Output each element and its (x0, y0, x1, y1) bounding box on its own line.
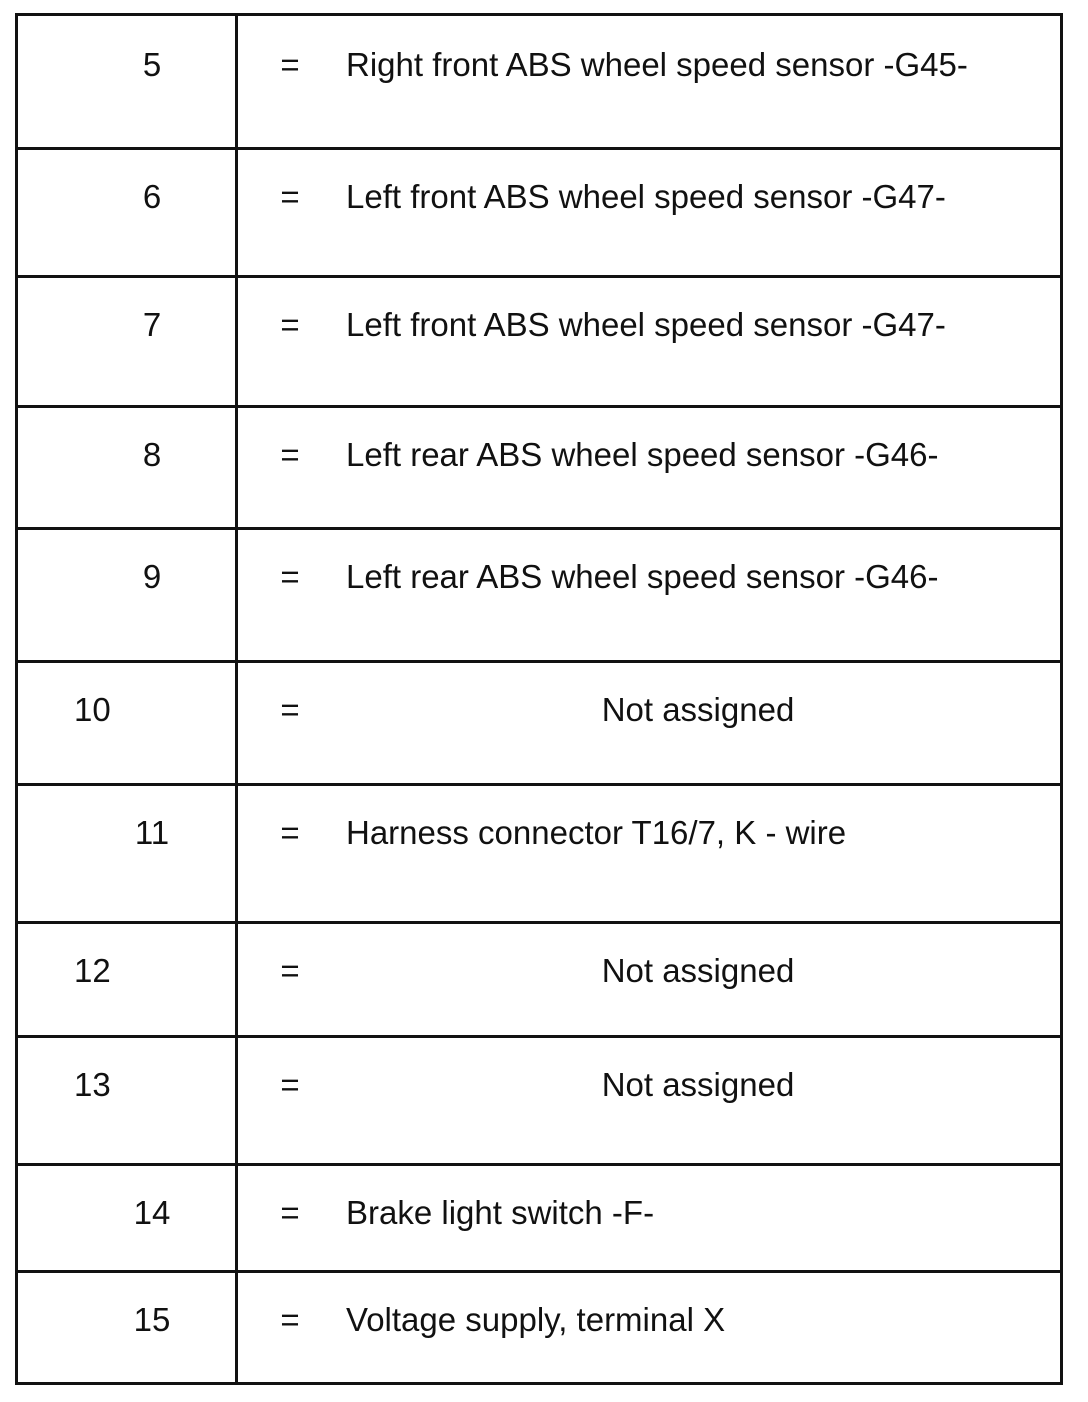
row-divider (18, 147, 1060, 150)
pin-description: Right front ABS wheel speed sensor -G45- (346, 46, 968, 83)
table-row (18, 1271, 1060, 1382)
equals-sign: = (280, 306, 300, 343)
row-divider (18, 405, 1060, 408)
row-divider (18, 1270, 1060, 1273)
equals-sign: = (280, 952, 300, 989)
pin-description: Left rear ABS wheel speed sensor -G46- (346, 558, 939, 595)
pin-number: 5 (142, 46, 162, 83)
equals-sign: = (280, 1194, 300, 1231)
row-divider (18, 921, 1060, 924)
table-row (18, 148, 1060, 276)
pin-description: Voltage supply, terminal X (346, 1301, 726, 1338)
table-row (18, 16, 1060, 148)
table-row (18, 661, 1060, 784)
pin-number: 8 (142, 436, 162, 473)
table-row (18, 406, 1060, 528)
pin-assignment-table (15, 13, 1063, 1385)
equals-sign: = (280, 178, 300, 215)
pin-description: Not assigned (601, 952, 795, 989)
pin-description: Brake light switch -F- (346, 1194, 655, 1231)
pin-number: 14 (133, 1194, 171, 1231)
pin-description: Not assigned (601, 1066, 795, 1103)
equals-sign: = (280, 691, 300, 728)
table-row (18, 784, 1060, 922)
pin-description: Harness connector T16/7, K - wire (346, 814, 847, 851)
pin-number: 13 (74, 1066, 111, 1103)
row-divider (18, 783, 1060, 786)
pin-number: 9 (142, 558, 162, 595)
table-row (18, 1164, 1060, 1271)
equals-sign: = (280, 814, 300, 851)
pin-description: Left rear ABS wheel speed sensor -G46- (346, 436, 939, 473)
row-divider (18, 660, 1060, 663)
pin-number: 10 (74, 691, 111, 728)
pin-description: Left front ABS wheel speed sensor -G47- (346, 306, 946, 343)
equals-sign: = (280, 1066, 300, 1103)
pin-description: Not assigned (601, 691, 795, 728)
row-divider (18, 275, 1060, 278)
table-row (18, 276, 1060, 406)
row-divider (18, 527, 1060, 530)
equals-sign: = (280, 558, 300, 595)
equals-sign: = (280, 436, 300, 473)
pin-number: 12 (74, 952, 111, 989)
row-divider (18, 1163, 1060, 1166)
pin-number: 6 (142, 178, 162, 215)
equals-sign: = (280, 46, 300, 83)
pin-number: 7 (142, 306, 162, 343)
table-row (18, 922, 1060, 1036)
equals-sign: = (280, 1301, 300, 1338)
pin-number: 11 (134, 814, 170, 851)
pin-number: 15 (133, 1301, 171, 1338)
table-row (18, 1036, 1060, 1164)
pin-description: Left front ABS wheel speed sensor -G47- (346, 178, 946, 215)
table-row (18, 528, 1060, 661)
row-divider (18, 1035, 1060, 1038)
